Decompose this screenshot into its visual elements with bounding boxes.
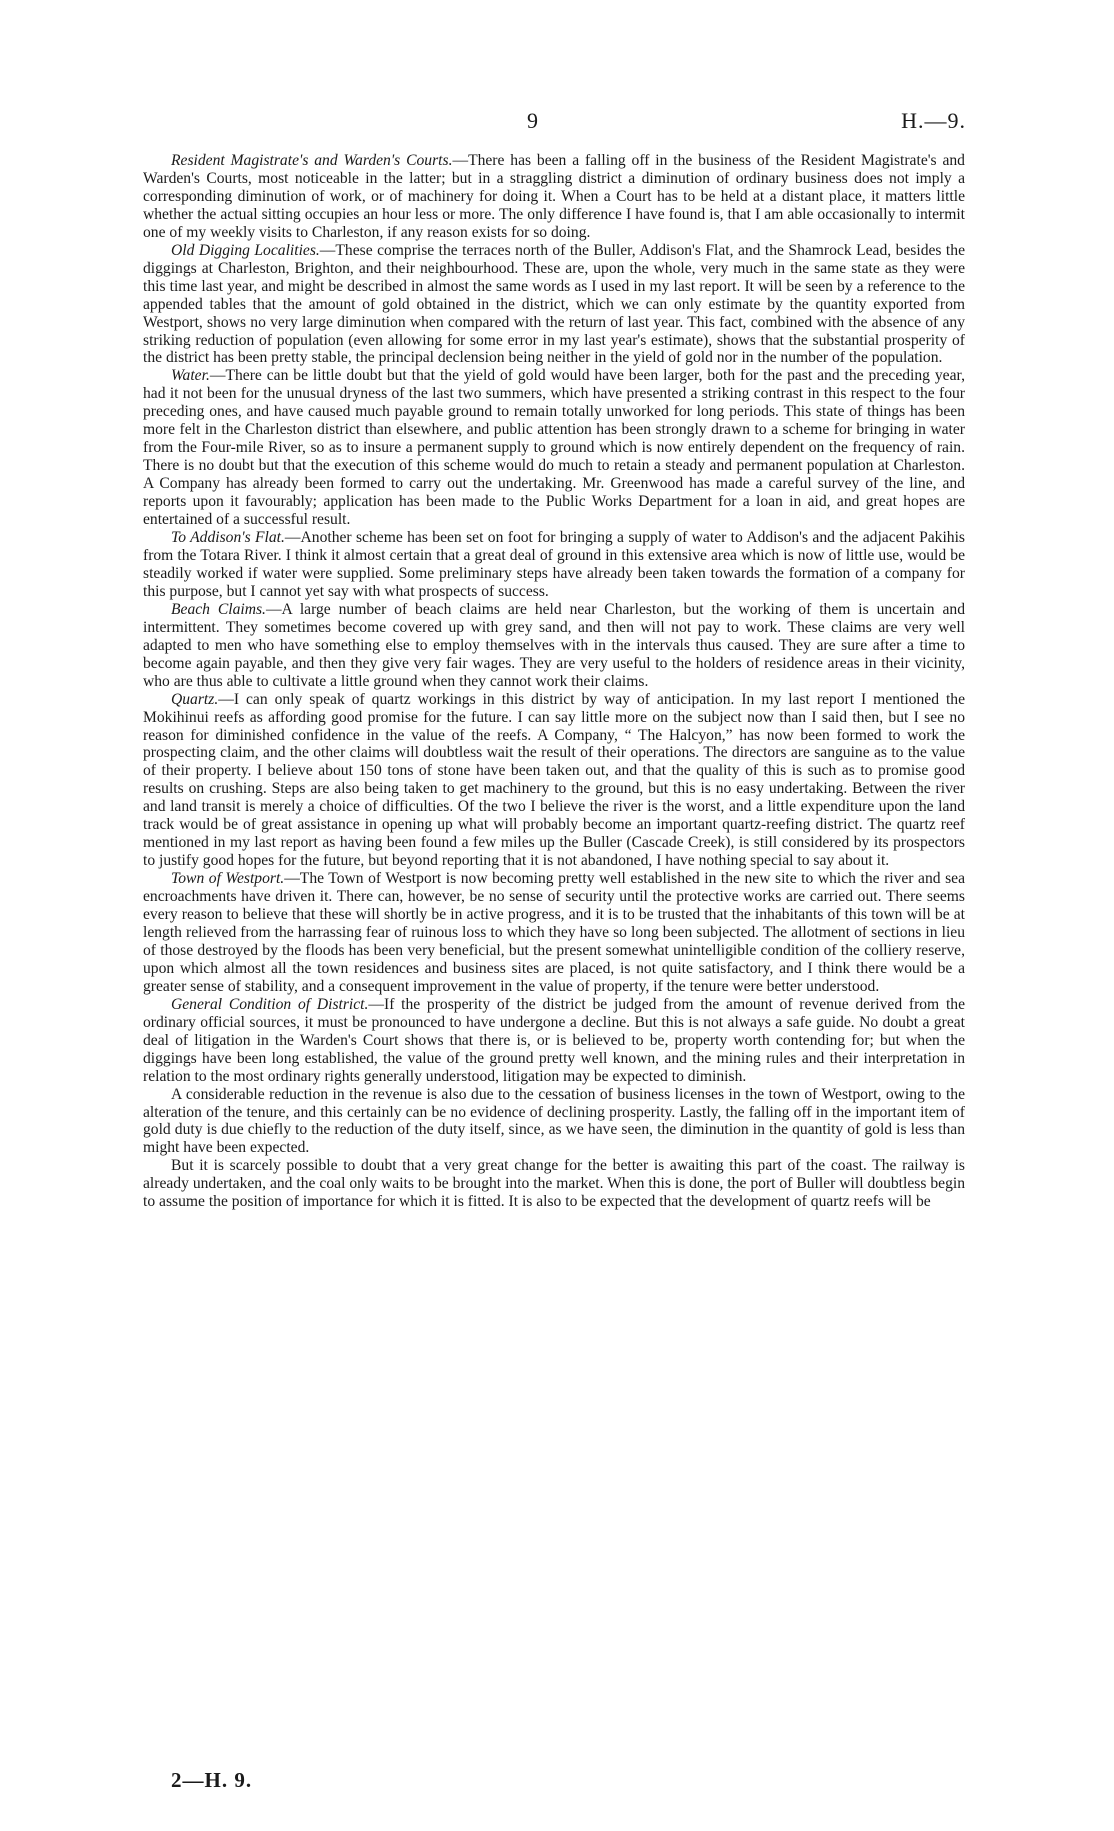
paragraph-text: A considerable reduction in the revenue is also due to the cessation of business licenses in the town of Westport, owing to the alteration of the tenure, and this certainly can be no evidence of declining prosperity. Lastly, the falling off in the important item of gold duty is due chiefly to the reduction of the duty itself, since, as we have seen, the diminution in the quantity of gold is less than might have been expected. xyxy=(143,1085,965,1157)
paragraph-heading: Town of Westport. xyxy=(171,870,285,888)
paragraph-heading: Resident Magistrate's and Warden's Courts. xyxy=(171,152,453,169)
paragraph-heading: General Condition of District. xyxy=(171,995,369,1013)
paragraph-text: —There has been a falling off in the business of the Resident Magistrate's and Warden's Courts, most noticeable in the latter; but in a straggling district a diminution of ordinary business does not imply a corresponding diminution of work, or of machinery for doing it. When a Court has to be held at a distant place, it matters little whether the actual sitting occupies an hour less or more. The only difference I have found is, that I am able occasionally to intermit one of my weekly visits to Charleston, if any reason exists for so doing. xyxy=(143,152,965,241)
paragraph-text: —I can only speak of quartz workings in this district by way of anticipation. In my last report I mentioned the Mokihinui reefs as affording good promise for the future. I can say little more on the subject now than I said then, but I see no reason for diminished confidence in the value of the reefs. A Company, “ The Halcyon,” has now been formed to work the prospecting claim, and the other claims will doubtless wait the result of their operations. The directors are sanguine as to the value of their property. I believe about 150 tons of stone have been taken out, and that the quality of this is such as to promise good results on crushing. Steps are also being taken to get machinery to the ground, but this is no easy undertaking. Between the river and land transit is merely a choice of difficulties. Of the two I believe the river is the worst, and a little expenditure upon the land track would be of great assistance in opening up what will probably become an important quartz-reefing district. The quartz reef mentioned in my last report as having been found a few miles up the Buller (Cascade Creek), is still considered by its prospectors to justify good hopes for the future, but beyond reporting that it is not abandoned, I have nothing special to say about it. xyxy=(143,690,965,870)
paragraph-courts xyxy=(143,152,965,242)
paragraph-water xyxy=(143,367,965,529)
paragraph-addisons-flat xyxy=(143,529,965,601)
paragraph-text: —There can be little doubt but that the yield of gold would have been larger, both for the past and the preceding year, had it not been for the unusual dryness of the last two summers, which have presented a striking contrast in this respect to the four preceding ones, and have caused much payable ground to remain totally unworked for long periods. This state of things has been more felt in the Charleston district than elsewhere, and public attention has been strongly drawn to a scheme for bringing in water from the Four-mile River, so as to insure a permanent supply to ground which is now entirely dependent on the frequency of rain. There is no doubt but that the execution of this scheme would do much to retain a steady and permanent population at Charleston. A Company has already been formed to carry out the undertaking. Mr. Greenwood has made a careful survey of the line, and reports upon it favourably; application has been made to the Public Works Department for a loan in aid, and great hopes are entertained of a successful result. xyxy=(143,367,965,529)
signature-mark: 2—H. 9. xyxy=(171,1768,253,1792)
paragraph-heading: Old Digging Localities. xyxy=(171,241,320,259)
paragraph-text: But it is scarcely possible to doubt that a very great change for the better is awaiting this part of the coast. The railway is already undertaken, and the coal only waits to be brought into the market. When this is done, the port of Buller will doubtless begin to assume the position of importance for which it is fitted. It is also to be expected that the development of quartz reefs will be xyxy=(143,1157,965,1211)
paragraph-quartz xyxy=(143,691,965,871)
paragraph-heading: Beach Claims. xyxy=(171,600,266,618)
page-header xyxy=(0,108,1114,138)
paragraph-town-of-westport xyxy=(143,870,965,996)
paragraph-text: —Another scheme has been set on foot for bringing a supply of water to Addison's and the adjacent Pakihis from the Totara River. I think it almost certain that a great deal of ground in this extensive area which is now of little use, would be steadily worked if water were supplied. Some preliminary steps have already been taken towards the formation of a company for this purpose, but I cannot yet say with what prospects of success. xyxy=(143,529,965,600)
paragraph-heading: Quartz. xyxy=(171,690,219,708)
paper-reference: H.—9. xyxy=(901,108,966,133)
paragraph-heading: To Addison's Flat. xyxy=(171,529,285,547)
paragraph-old-digging-localities xyxy=(143,242,965,368)
paragraph-text: —These comprise the terraces north of the Buller, Addison's Flat, and the Shamrock Lead, besides the diggings at Charleston, Brighton, and their neighbourhood. These are, upon the whole, very much in the same state as they were this time last year, and might be described in almost the same words as I used in my last report. It will be seen by a reference to the appended tables that the amount of gold obtained in the district, which we can only estimate by the quantity exported from Westport, shows no very large diminution when compared with the return of last year. This fact, combined with the absence of any striking reduction of population (even allowing for some error in my last year's estimate), shows that the substantial prosperity of the district has been pretty stable, the principal declension being neither in the yield of gold nor in the number of the population. xyxy=(143,241,965,367)
paragraph-revenue-reduction xyxy=(143,1086,965,1158)
paragraph-text: —The Town of Westport is now becoming pretty well established in the new site to which the river and sea encroachments have driven it. There can, however, be no sense of security until the protective works are carried out. There seems every reason to believe that these will shortly be in active progress, and it is to be trusted that the inhabitants of this town will be at length relieved from the harrassing fear of ruinous loss to which they have so long been subjected. The allotment of sections in lieu of those destroyed by the floods has been very beneficial, but the present somewhat unintelligible condition of the colliery reserve, upon which almost all the town residences and business sites are placed, is not quite satisfactory, and I think there would be a greater sense of stability, and a consequent improvement in the value of property, if the tenure were better understood. xyxy=(143,870,965,995)
paragraph-text: —If the prosperity of the district be judged from the amount of revenue derived from the ordinary official sources, it must be pronounced to have undergone a decline. But this is not always a safe guide. No doubt a great deal of litigation in the Warden's Court shows that there is, or is believed to be, property worth contending for; but when the diggings have been long established, the value of the ground pretty well known, and the mining rules and their interpretation in relation to the most ordinary rights generally understood, litigation may be expected to diminish. xyxy=(143,995,965,1085)
paragraph-heading: Water. xyxy=(171,367,210,385)
paragraph-general-condition xyxy=(143,996,965,1086)
paragraph-beach-claims xyxy=(143,601,965,691)
paragraph-text: —A large number of beach claims are held near Charleston, but the working of them is uncertain and intermittent. They sometimes become covered up with grey sand, and then will not pay to work. These claims are very well adapted to men who have something else to employ themselves with in the intervals thus caused. They are sure after a time to become again payable, and then they give very fair wages. They are very useful to the holders of residence areas in their vicinity, who are thus able to cultivate a little ground when they cannot work their claims. xyxy=(143,600,965,690)
page-number: 9 xyxy=(527,108,538,133)
report-body xyxy=(143,152,965,1211)
paragraph-future-prospects xyxy=(143,1157,965,1211)
